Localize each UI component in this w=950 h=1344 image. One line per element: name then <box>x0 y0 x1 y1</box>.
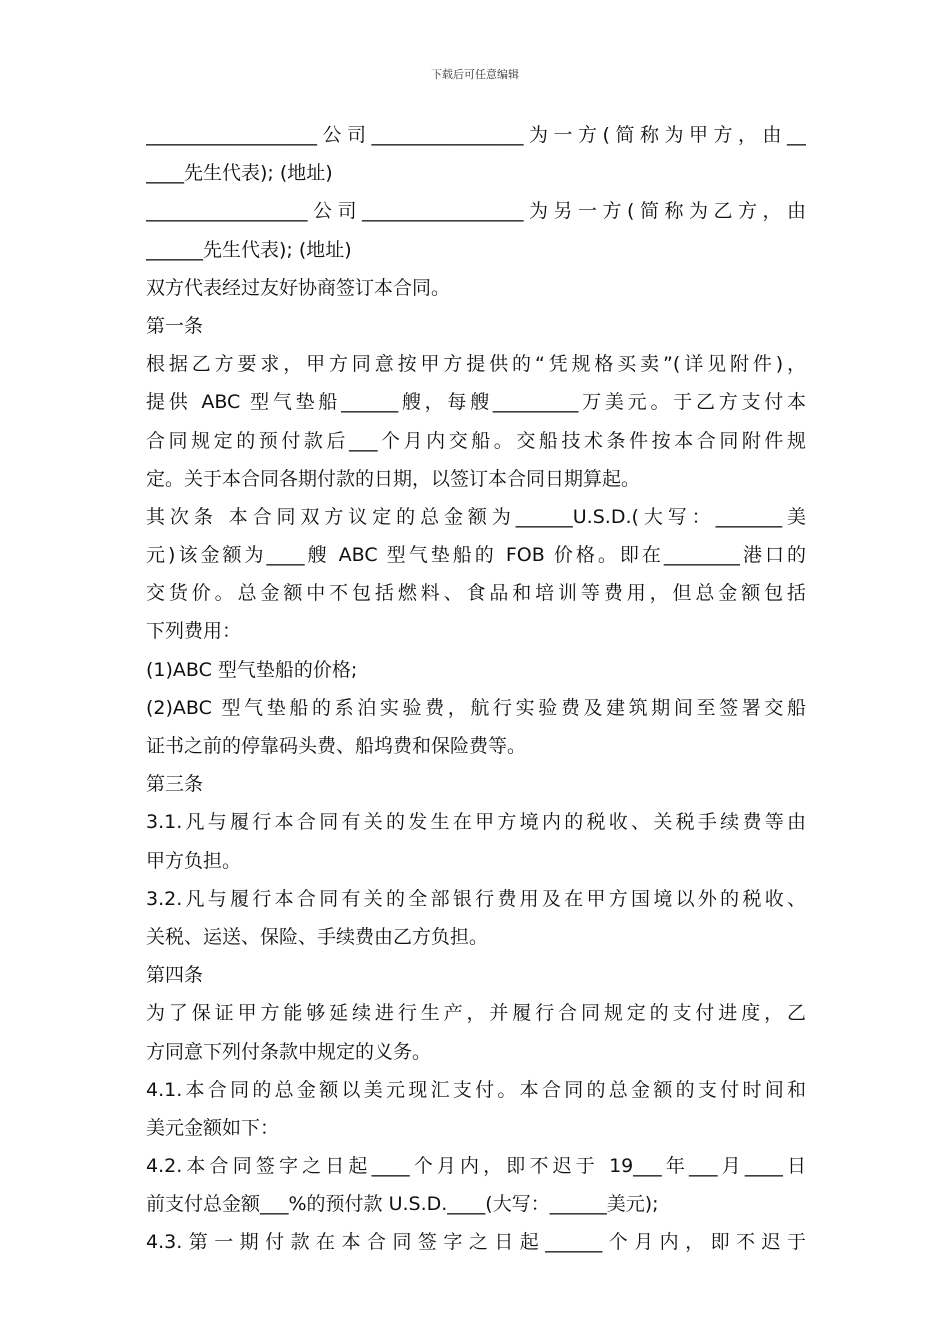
text-line: ____先生代表); (地址) <box>146 162 333 185</box>
text-line: 第三条 <box>146 773 204 796</box>
text-line: 前支付总金额___%的预付款 U.S.D.____(大写：______美元); <box>146 1193 659 1216</box>
text-line: (2)ABC 型气垫船的系泊实验费，航行实验费及建筑期间至签署交船 <box>146 696 806 719</box>
text-line: 双方代表经过友好协商签订本合同。 <box>146 276 451 299</box>
text-line: 美元金额如下： <box>146 1116 280 1139</box>
text-line: __________________公司________________为一方(简称为甲方，由__ <box>146 124 806 146</box>
text-line: _________________公司_________________为另一方(简称为乙方，由 <box>146 200 806 223</box>
text-line: 其次条 本合同双方议定的总金额为______U.S.D.(大写：_______美 <box>146 505 806 528</box>
text-line: (1)ABC 型气垫船的价格; <box>146 658 358 681</box>
text-line: 下列费用： <box>146 620 242 643</box>
text-line: 根据乙方要求，甲方同意按甲方提供的“凭规格买卖”(详见附件)， <box>146 353 806 376</box>
text-line: 证书之前的停靠码头费、船坞费和保险费等。 <box>146 735 527 757</box>
text-line: 方同意下列付条款中规定的义务。 <box>146 1040 432 1063</box>
text-line: 关税、运送、保险、手续费由乙方负担。 <box>146 925 489 948</box>
text-line: 第一条 <box>146 314 204 337</box>
page-header-note: 下载后可任意编辑 <box>431 68 519 81</box>
text-line: 4.2.本合同签字之日起____个月内，即不迟于 19___年___月____日 <box>146 1155 806 1178</box>
text-line: 定。关于本合同各期付款的日期，以签订本合同日期算起。 <box>146 467 641 490</box>
text-line: 第四条 <box>146 964 204 987</box>
text-line: 交货价。总金额中不包括燃料、食品和培训等费用，但总金额包括 <box>146 582 806 605</box>
text-line: 为了保证甲方能够延续进行生产，并履行合同规定的支付进度，乙 <box>146 1002 806 1025</box>
text-line: 3.2.凡与履行本合同有关的全部银行费用及在甲方国境以外的税收、 <box>146 887 806 910</box>
text-line: 4.3.第一期付款在本合同签字之日起______个月内，即不迟于 <box>146 1231 806 1254</box>
text-line: 3.1.凡与履行本合同有关的发生在甲方境内的税收、关税手续费等由 <box>146 811 806 834</box>
text-line: 合同规定的预付款后___个月内交船。交船技术条件按本合同附件规 <box>146 429 806 452</box>
text-line: 提供 ABC 型气垫船______艘，每艘_________万美元。于乙方支付本 <box>146 391 806 414</box>
text-line: 4.1.本合同的总金额以美元现汇支付。本合同的总金额的支付时间和 <box>146 1078 806 1101</box>
contract-body <box>146 116 806 1262</box>
text-line: 甲方负担。 <box>146 849 242 872</box>
text-line: 元)该金额为____艘 ABC 型气垫船的 FOB 价格。即在________港口的 <box>146 544 806 567</box>
text-line: ______先生代表); (地址) <box>146 238 352 261</box>
